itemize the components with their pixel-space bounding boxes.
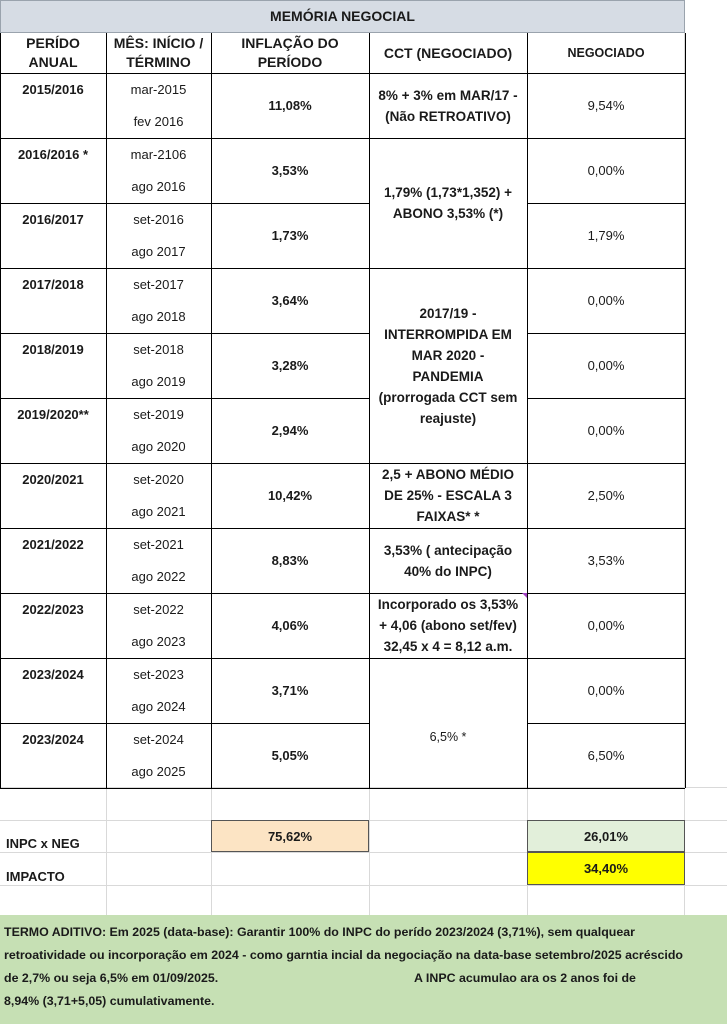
negotiated-value: 0,00%: [587, 293, 625, 308]
end-month: ago 2016: [131, 178, 186, 194]
period-label: 2018/2019: [22, 341, 84, 357]
cct-cell: [369, 73, 527, 138]
cct-line: Incorporado os 3,53%: [377, 597, 519, 612]
negotiated-value: 3,53%: [587, 553, 625, 568]
row-border: [0, 268, 369, 269]
cct-line: (prorrogada CCT sem: [378, 389, 518, 405]
impacto-value: 34,40%: [527, 852, 685, 885]
row-border: [527, 203, 685, 204]
note-line-3a: de 2,7% ou seja 6,5% em 01/09/2025.: [4, 971, 219, 985]
negotiated-value: 0,00%: [587, 683, 625, 698]
start-month: set-2021: [133, 536, 184, 552]
row-border: [527, 593, 685, 594]
cct-line: DE 25% - ESCALA 3: [384, 488, 512, 503]
end-month: ago 2017: [131, 243, 186, 259]
cct-line: 40% do INPC): [404, 563, 492, 579]
end-month: ago 2025: [131, 763, 186, 779]
cct-border: [369, 463, 527, 464]
row-border: [0, 138, 369, 139]
negotiated-value: 6,50%: [587, 748, 625, 763]
column-border: [527, 33, 528, 788]
gridline: [0, 885, 727, 886]
cct-line: 2017/19 -: [419, 305, 477, 321]
row-border: [527, 333, 685, 334]
cct-border: [369, 593, 527, 594]
inflation-value: 11,08%: [268, 98, 312, 113]
row-border: [0, 593, 369, 594]
row-border: [527, 788, 685, 789]
cct-border: [369, 788, 527, 789]
period-label: 2015/2016: [22, 81, 84, 97]
start-month: mar-2015: [130, 81, 187, 97]
row-border: [0, 203, 369, 204]
end-month: ago 2022: [131, 568, 186, 584]
cct-cell: [369, 138, 527, 268]
period-label: 2016/2017: [22, 211, 84, 227]
row-border: [527, 138, 685, 139]
start-month: set-2017: [133, 276, 184, 292]
row-border: [0, 333, 369, 334]
cct-line: 2,5 + ABONO MÉDIO: [382, 467, 514, 482]
end-month: ago 2019: [131, 373, 186, 389]
inflation-value: 3,71%: [271, 683, 309, 698]
inflation-value: 8,83%: [271, 553, 309, 568]
negotiated-value: 0,00%: [587, 618, 625, 633]
inflation-value: 3,28%: [271, 358, 309, 373]
start-month: set-2016: [133, 211, 184, 227]
note-line-3b: A INPC acumulao ara os 2 anos foi de: [414, 971, 636, 985]
row-border: [0, 723, 369, 724]
start-month: set-2019: [133, 406, 184, 422]
gridline: [369, 787, 370, 915]
cct-border: [369, 528, 527, 529]
cct-line: reajuste): [419, 410, 477, 426]
row-border: [0, 463, 369, 464]
period-label: 2023/2024: [22, 731, 84, 747]
cct-line: 1,79% (1,73*1,352) +: [384, 185, 512, 200]
row-border: [0, 788, 369, 789]
cct-cell: [369, 593, 527, 658]
column-border: [685, 33, 686, 788]
start-month: mar-2106: [130, 146, 187, 162]
cct-line: (Não RETROATIVO): [385, 108, 511, 124]
end-month: fev 2016: [133, 113, 184, 129]
negotiated-value: 0,00%: [587, 163, 625, 178]
end-month: ago 2023: [131, 633, 186, 649]
cct-line: + 4,06 (abono set/fev): [379, 618, 517, 633]
note-line-3: [4, 967, 723, 990]
inpc-label: INPC x NEG: [6, 835, 80, 851]
row-border: [0, 658, 369, 659]
inflation-value: 10,42%: [267, 488, 313, 503]
row-border: [527, 463, 685, 464]
impacto-label: IMPACTO: [6, 868, 65, 884]
header-mes-line1: MÊS: INÍCIO /: [113, 35, 204, 51]
header-mes: [106, 33, 211, 73]
inflation-value: 1,73%: [271, 228, 309, 243]
row-border: [0, 528, 369, 529]
end-month: ago 2020: [131, 438, 186, 454]
header-inflacao: [211, 33, 369, 73]
header-periodo: PERÍDO ANUAL: [26, 35, 80, 70]
negotiated-value: 0,00%: [587, 358, 625, 373]
negotiated-value: 2,50%: [587, 488, 625, 503]
cct-line: MAR 2020 -: [411, 347, 485, 363]
start-month: set-2018: [133, 341, 184, 357]
header-cct: CCT (NEGOCIADO): [383, 44, 513, 61]
row-border: [527, 658, 685, 659]
period-label: 2021/2022: [22, 536, 84, 552]
cct-line: FAIXAS* *: [416, 509, 480, 524]
inflation-value: 5,05%: [271, 748, 309, 763]
cct-border: [369, 138, 527, 139]
cct-cell: [369, 658, 527, 788]
negotiated-value: 1,79%: [587, 228, 625, 243]
note-line-1: TERMO ADITIVO: Em 2025 (data-base): Garantir 100% do INPC do perído 2023/2024 (3,71%), sem qualquear: [4, 925, 635, 939]
row-border: [527, 268, 685, 269]
start-month: set-2020: [133, 471, 184, 487]
row-border: [527, 528, 685, 529]
comment-marker-icon: [522, 593, 527, 598]
inflation-value: 2,94%: [271, 423, 309, 438]
header-negociado: NEGOCIADO: [567, 45, 645, 60]
column-border: [106, 33, 107, 788]
period-label: 2016/2016 *: [17, 146, 89, 162]
header-inflacao-line2: PERÍODO: [257, 54, 323, 70]
cct-line: ABONO 3,53% (*): [392, 206, 504, 221]
end-month: ago 2024: [131, 698, 186, 714]
start-month: set-2022: [133, 601, 184, 617]
cct-line: INTERROMPIDA EM: [384, 326, 512, 342]
cct-cell: [369, 268, 527, 463]
negotiated-value: 9,54%: [587, 98, 625, 113]
row-border: [527, 723, 685, 724]
neg-total-value: 26,01%: [527, 820, 685, 852]
header-mes-line2: TÉRMINO: [126, 54, 191, 70]
end-month: ago 2021: [131, 503, 186, 519]
note-line-4: 8,94% (3,71+5,05) cumulativamente.: [4, 994, 215, 1008]
start-month: set-2023: [133, 666, 184, 682]
column-border: [0, 33, 1, 788]
cct-cell: [369, 528, 527, 593]
inpc-value: 75,62%: [211, 820, 369, 852]
cct-border: [369, 73, 527, 74]
inflation-value: 4,06%: [271, 618, 309, 633]
cct-line: 3,53% ( antecipação: [383, 542, 513, 558]
row-border: [527, 398, 685, 399]
cct-line: 6,5% *: [429, 729, 467, 744]
cct-border: [369, 658, 527, 659]
column-border: [369, 33, 370, 788]
period-label: 2017/2018: [22, 276, 84, 292]
cct-border: [369, 268, 527, 269]
cct-cell: [369, 463, 527, 528]
inflation-value: 3,64%: [271, 293, 309, 308]
cct-line: 8% + 3% em MAR/17 -: [378, 87, 518, 103]
end-month: ago 2018: [131, 308, 186, 324]
start-month: set-2024: [133, 731, 184, 747]
negotiated-value: 0,00%: [587, 423, 625, 438]
cct-line: 32,45 x 4 = 8,12 a.m.: [383, 639, 513, 654]
header-border: [0, 73, 685, 74]
period-label: 2022/2023: [22, 601, 84, 617]
column-border: [211, 33, 212, 788]
termo-aditivo-note: [0, 915, 727, 1024]
gridline: [106, 787, 107, 915]
sheet-title: MEMÓRIA NEGOCIAL: [0, 0, 685, 33]
period-label: 2023/2024: [22, 666, 84, 682]
inflation-value: 3,53%: [271, 163, 309, 178]
cct-line: PANDEMIA: [412, 368, 484, 384]
row-border: [0, 398, 369, 399]
note-line-2: retroatividade ou incorporação em 2024 - como garntia incial da negociação na data-base setembro/2025 acréscido: [4, 948, 683, 962]
header-inflacao-line1: INFLAÇÃO DO: [241, 35, 339, 51]
period-label: 2019/2020**: [17, 406, 89, 422]
period-label: 2020/2021: [22, 471, 84, 487]
